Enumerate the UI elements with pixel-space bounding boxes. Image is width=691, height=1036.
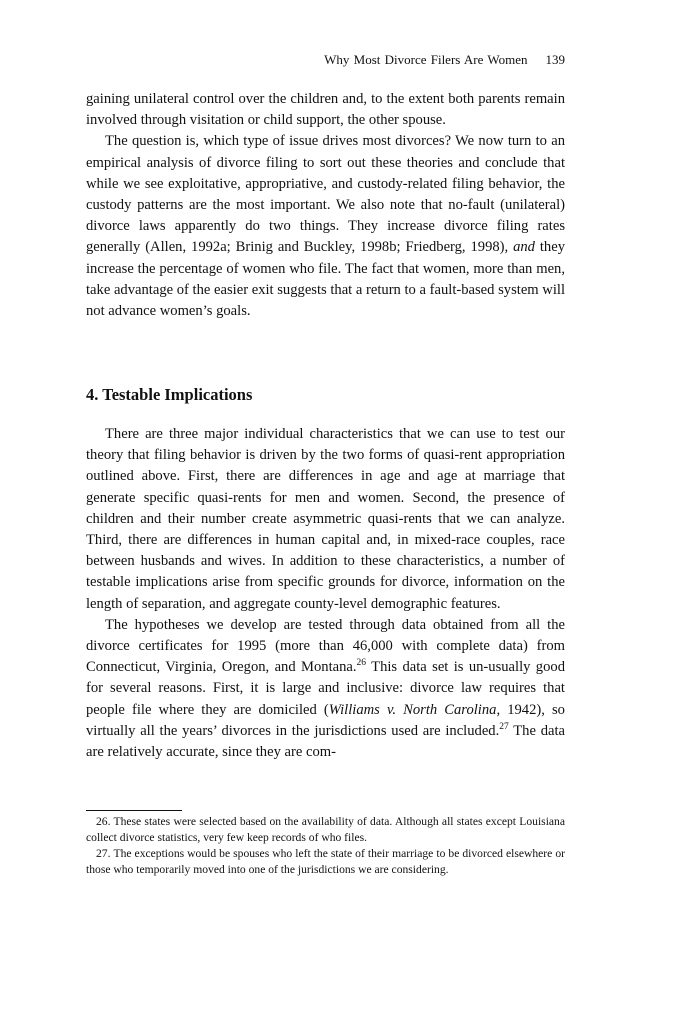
- footnote-text: These states were selected based on the availability of data. Although all states except Louisiana collect divorce statistics, very few keep records of who files.: [86, 815, 565, 844]
- footnote: [86, 846, 565, 878]
- footnotes: [86, 814, 565, 878]
- text-run: , 1942), so virtually all the years’ divorces in the jurisdictions used are included.: [86, 701, 565, 739]
- paragraph: [86, 615, 565, 763]
- text-run: The hypotheses we develop are tested through data obtained from all the divorce certificates for 1995 (more than 46,000 with complete data) from Connecticut, Virginia, Oregon, and Montana.: [86, 616, 565, 676]
- intro-text: [86, 89, 565, 322]
- section-text: [86, 424, 565, 763]
- paragraph: There are three major individual characteristics that we can use to test our theory that filing behavior is driven by the two forms of quasi-rent appropriation outlined above. First, there are differences in age and age at marriage that generate specific quasi-rents for men and women. Second, the presence of children and their number create asymmetric quasi-rents that we can analyze. Third, there are differences in human capital and, in mixed-race couples, race between husbands and wives. In addition to these characteristics, a number of testable implications arise from specific grounds for divorce, information on the length of separation, and aggregate county-level demographic features.: [86, 426, 565, 612]
- case-citation: Williams v. North Carolina: [328, 701, 497, 718]
- text-run: The data are relatively accurate, since they are com-: [86, 722, 565, 761]
- emphasis: and: [513, 239, 535, 256]
- text-run: The question is, which type of issue drives most divorces? We now turn to an empirical analysis of divorce filing to sort out these theories and conclude that while we see exploitative, appropriative, and custody-related filing behavior, the custody patterns are the most important. We also note that no-fault (unilateral) divorce laws apparently do two things. They increase divorce filing rates generally (Allen, 1992a; Brinig and Buckley, 1998b; Friedberg, 1998),: [86, 133, 565, 256]
- footnote-divider: [86, 810, 182, 811]
- running-header: [86, 52, 565, 68]
- paragraph: [86, 131, 565, 322]
- footnote: [86, 814, 565, 846]
- running-title: Why Most Divorce Filers Are Women: [324, 52, 528, 67]
- footnote-number: 27.: [96, 847, 111, 860]
- footnote-number: 26.: [96, 815, 111, 828]
- section-heading: 4. Testable Implications: [86, 385, 253, 404]
- footnote-ref[interactable]: 26: [356, 658, 367, 669]
- footnote-text: The exceptions would be spouses who left the state of their marriage to be divorced elsewhere or those who temporarily moved into one of the jurisdictions we are considering.: [86, 847, 565, 876]
- text-run: This data set is un-usually good for several reasons. First, it is large and inclusive: divorce law requires that people file where they are domiciled (: [86, 659, 565, 718]
- paragraph: gaining unilateral control over the children and, to the extent both parents remain involved through visitation or child support, the other spouse.: [86, 91, 565, 129]
- footnote-ref[interactable]: 27: [499, 721, 509, 732]
- text-run: they increase the percentage of women who file. The fact that women, more than men, take advantage of the easier exit suggests that a return to a fault-based system will not advance women’s goals.: [86, 239, 565, 320]
- page-number: 139: [545, 52, 565, 67]
